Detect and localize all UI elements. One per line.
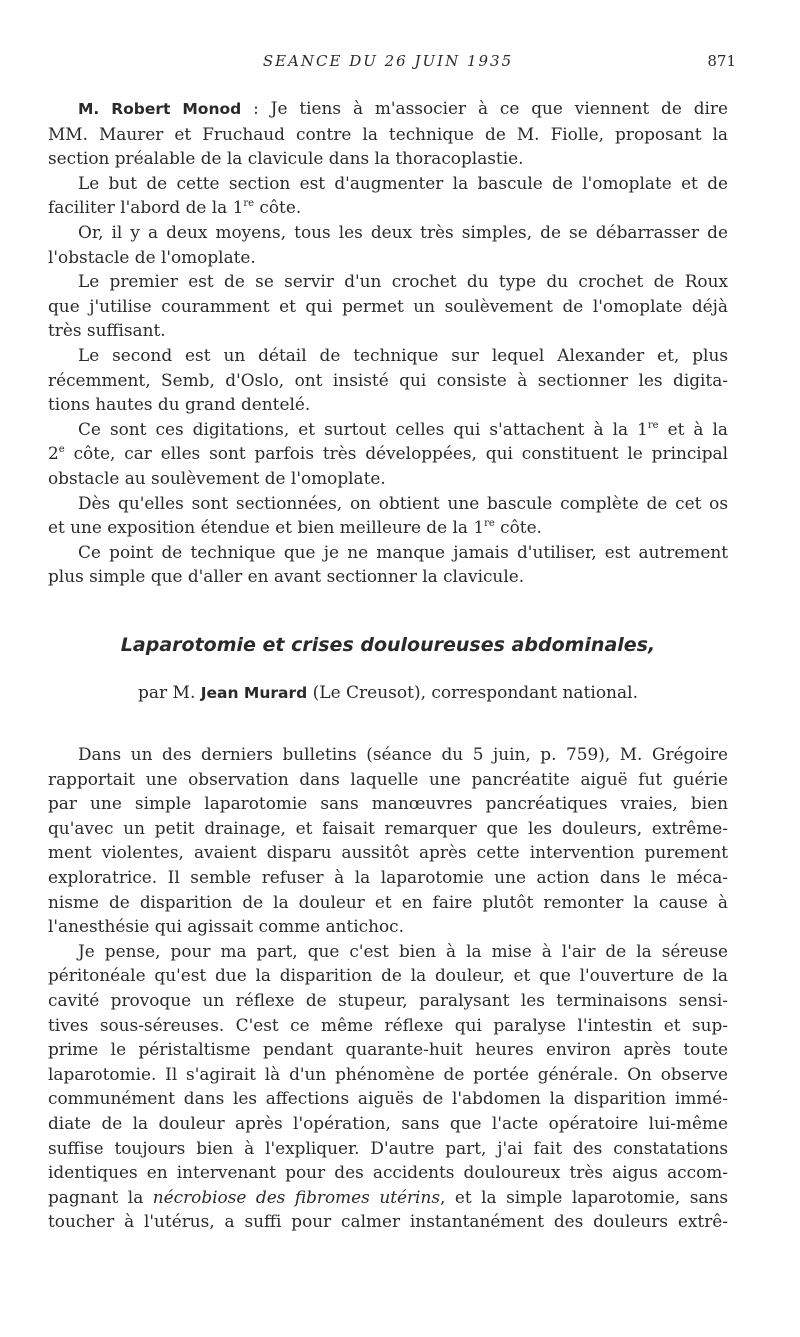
text-line: M. Robert Monod : Je tiens à m'associer à ce que viennent de dire [78,98,729,118]
text-line: Ce point de technique que je ne manque jamais d'utiliser, est autrement [78,541,728,562]
byline: par M. Jean Murard (Le Creusot), correspondant national. [138,683,638,703]
text-line: communément dans les affections aiguës de l'abdomen la disparition immé- [48,1088,728,1109]
text-line: rapportait une observation dans laquelle une pancréatite aiguë fut guérie [48,768,728,789]
text-line: diate de la douleur après l'opération, sans que l'acte opératoire lui-même [48,1112,728,1133]
text-line: pagnant la nécrobiose des fibromes utérins, et la simple laparotomie, sans [48,1186,728,1207]
text-line: Dès qu'elles sont sectionnées, on obtient une bascule complète de cet os [78,492,728,513]
italic-phrase: nécrobiose des fibromes utérins [152,1186,441,1207]
text-line: toucher à l'utérus, a suffi pour calmer instantanément des douleurs extrê- [48,1211,728,1232]
text-line: faciliter l'abord de la 1re côte. [48,197,302,218]
text-line: obstacle au soulèvement de l'omoplate. [48,467,386,488]
section-title: Laparotomie et crises douloureuses abdominales, [120,634,656,656]
text-line: très suffisant. [48,320,166,341]
text-line: Le but de cette section est d'augmenter la bascule de l'omoplate et de [78,172,728,193]
text-line: 2e côte, car elles sont parfois très développées, qui constituent le principal [48,443,728,464]
text-line: que j'utilise couramment et qui permet un soulèvement de l'omoplate déjà [48,295,728,316]
text-line: Or, il y a deux moyens, tous les deux très simples, de se débarrasser de [78,221,728,242]
text-line: Le premier est de se servir d'un crochet du type du crochet de Roux [78,271,728,292]
text-line: section préalable de la clavicule dans la thoracoplastie. [48,148,524,169]
text-line: Dans un des derniers bulletins (séance du 5 juin, p. 759), M. Grégoire [78,744,728,764]
speaker-name: M. Robert Monod [78,100,242,118]
text-line: Ce sont ces digitations, et surtout celles qui s'attachent à la 1re et à la [78,418,728,439]
page-number: 871 [707,52,736,70]
author-name: Jean Murard [200,684,308,702]
text-line: identiques en intervenant pour des accidents douloureux très aigus accom- [48,1162,728,1183]
text-line: MM. Maurer et Fruchaud contre la technique de M. Fiolle, proposant la [48,123,728,144]
text-line: exploratrice. Il semble refuser à la laparotomie une action dans le méca- [48,866,728,887]
running-title: SEANCE DU 26 JUIN 1935 [262,52,514,70]
text-line: par une simple laparotomie sans manœuvres pancréatiques vraies, bien [48,793,728,814]
text-line: et une exposition étendue et bien meilleure de la 1re côte. [48,517,542,538]
text-line: qu'avec un petit drainage, et faisait remarquer que les douleurs, extrême- [48,817,728,838]
text-line: laparotomie. Il s'agirait là d'un phénomène de portée générale. On observe [48,1063,728,1084]
text-line: récemment, Semb, d'Oslo, ont insisté qui consiste à sectionner les digita- [48,369,728,390]
text-line: l'obstacle de l'omoplate. [48,246,256,267]
text-line: prime le péristaltisme pendant quarante-huit heures environ après toute [48,1039,728,1060]
text-line: Le second est un détail de technique sur lequel Alexander et, plus [78,344,728,365]
text-line: suffise toujours bien à l'expliquer. D'autre part, j'ai fait des constatations [48,1137,728,1158]
text-line: l'anesthésie qui agissait comme antichoc. [48,916,404,937]
text-line: Je pense, pour ma part, que c'est bien à la mise à l'air de la séreuse [78,940,728,961]
text-line: nisme de disparition de la douleur et en faire plutôt remonter la cause à [48,891,728,912]
running-header [48,52,736,76]
text-line: ment violentes, avaient disparu aussitôt après cette intervention purement [48,842,728,863]
text-line: plus simple que d'aller en avant sectionner la clavicule. [48,566,525,587]
text-line: cavité provoque un réflexe de stupeur, paralysant les terminaisons sensi- [48,989,728,1010]
text-line: tions hautes du grand dentelé. [48,394,311,415]
text-line: tives sous-séreuses. C'est ce même réflexe qui paralyse l'intestin et sup- [48,1014,728,1035]
text-line: péritonéale qu'est due la disparition de la douleur, et que l'ouverture de la [48,965,728,986]
monod-remarks [48,96,728,589]
murard-article [48,742,728,1234]
